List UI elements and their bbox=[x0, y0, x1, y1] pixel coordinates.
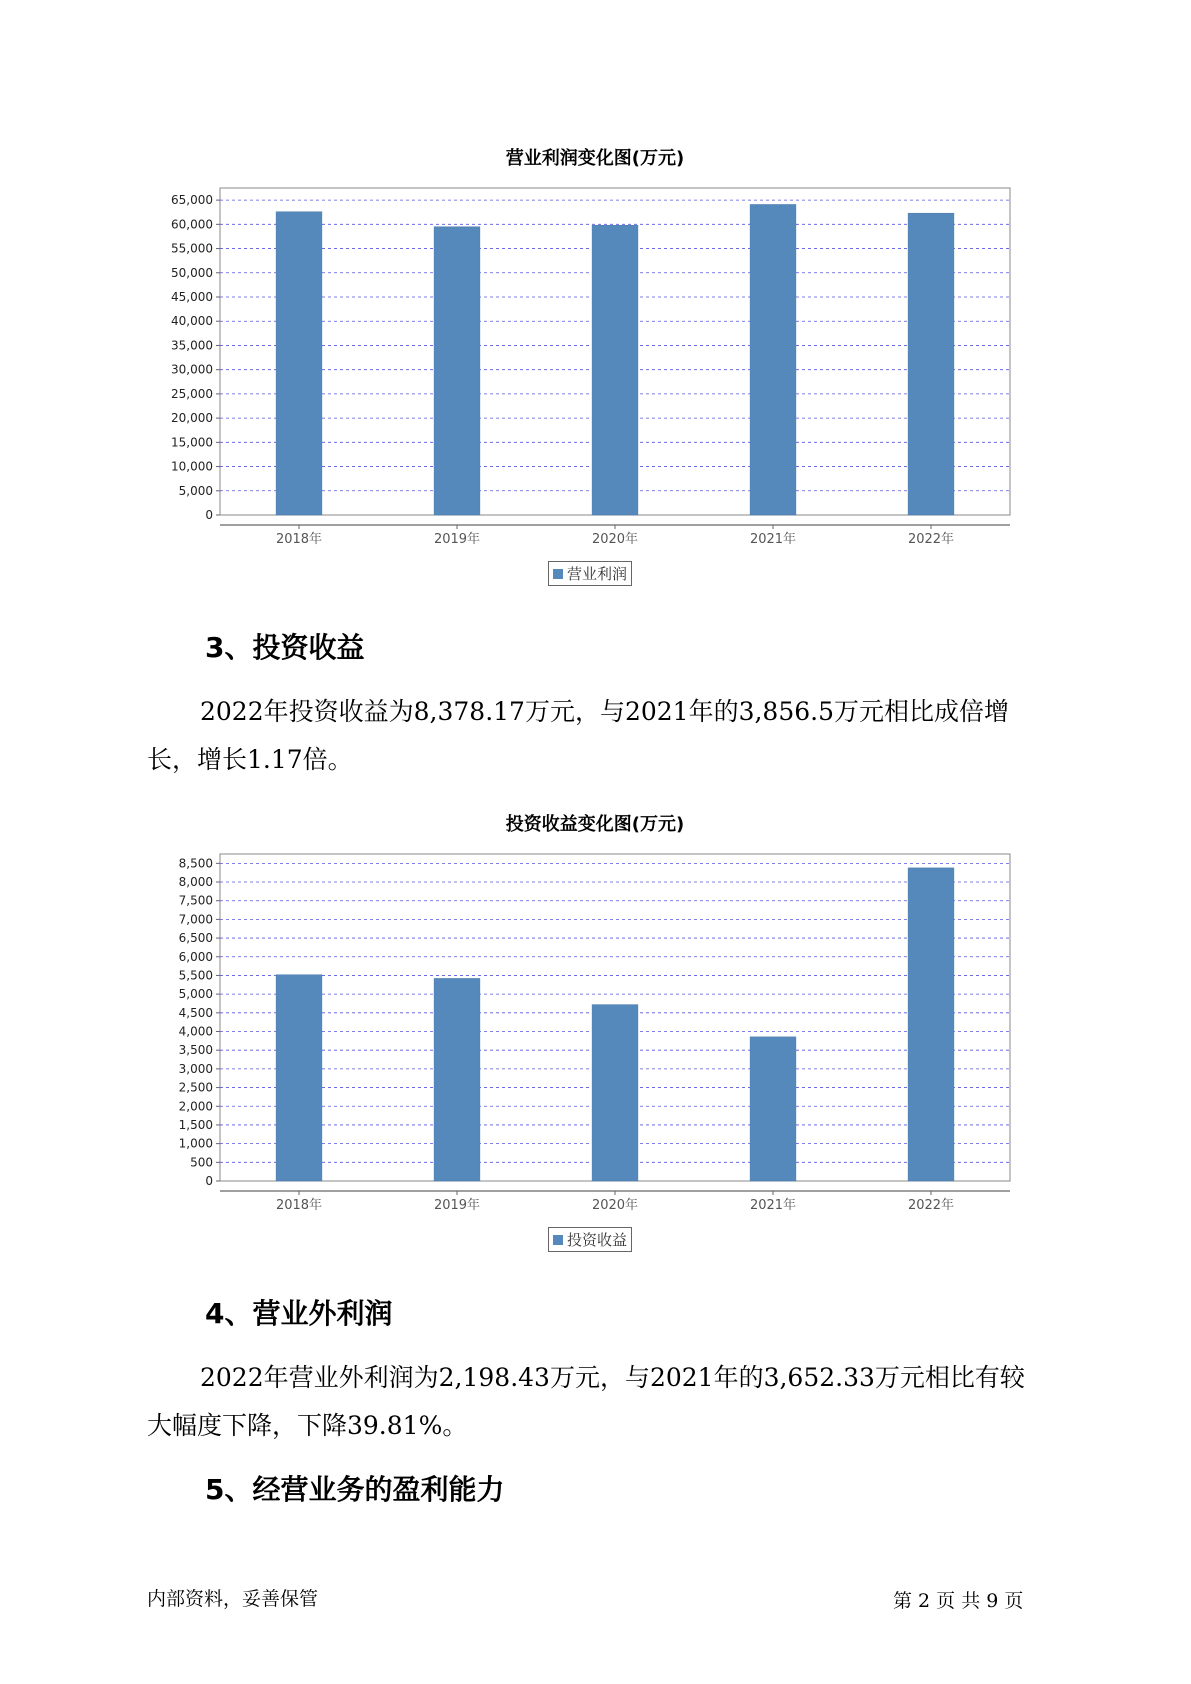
legend-swatch bbox=[553, 1235, 563, 1245]
y-tick-label: 6,000 bbox=[178, 949, 213, 964]
x-tick-label: 2022年 bbox=[907, 1198, 955, 1213]
x-tick-label: 2022年 bbox=[907, 532, 955, 547]
y-tick-label: 3,000 bbox=[178, 1061, 213, 1076]
investment-income-chart bbox=[150, 806, 1040, 1266]
chart-legend bbox=[548, 561, 632, 586]
investment-income-chart-plot bbox=[150, 846, 1040, 1246]
y-tick-label: 3,500 bbox=[178, 1043, 213, 1058]
y-tick-label: 7,000 bbox=[178, 912, 213, 927]
y-tick-label: 1,500 bbox=[178, 1117, 213, 1132]
y-tick-label: 4,000 bbox=[178, 1024, 213, 1039]
y-tick-label: 0 bbox=[205, 508, 213, 522]
paragraph-text: 2022年投资收益为8,378.17万元，与2021年的3,856.5万元相比成倍增长，增长1.17倍。 bbox=[147, 697, 1009, 774]
bar bbox=[592, 1005, 638, 1181]
y-tick-label: 10,000 bbox=[171, 459, 213, 474]
section-3-paragraph bbox=[147, 688, 1047, 784]
y-tick-label: 4,500 bbox=[178, 1005, 213, 1020]
y-tick-label: 500 bbox=[190, 1155, 213, 1170]
footer-confidential-note: 内部资料，妥善保管 bbox=[147, 1588, 319, 1610]
y-tick-label: 25,000 bbox=[171, 386, 213, 401]
y-tick-label: 2,500 bbox=[178, 1080, 213, 1095]
x-tick-label: 2020年 bbox=[591, 1198, 639, 1213]
y-tick-label: 5,500 bbox=[178, 968, 213, 983]
y-tick-label: 20,000 bbox=[171, 411, 213, 426]
bar bbox=[434, 978, 480, 1181]
chart-title: 营业利润变化图(万元) bbox=[505, 148, 685, 169]
section-4-paragraph bbox=[147, 1354, 1047, 1450]
y-tick-label: 5,000 bbox=[178, 483, 213, 498]
paragraph-text: 2022年营业外利润为2,198.43万元，与2021年的3,652.33万元相比有较大幅度下降，下降39.81%。 bbox=[147, 1363, 1025, 1440]
chart-legend bbox=[548, 1227, 632, 1252]
chart-title: 投资收益变化图(万元) bbox=[505, 814, 685, 835]
y-tick-label: 55,000 bbox=[171, 241, 213, 256]
x-tick-label: 2021年 bbox=[749, 1198, 797, 1213]
footer-page-number: 第 2 页 共 9 页 bbox=[893, 1590, 1024, 1612]
bar bbox=[908, 213, 954, 515]
bar bbox=[276, 212, 322, 515]
legend-label: 投资收益 bbox=[567, 1231, 628, 1249]
y-tick-label: 60,000 bbox=[171, 217, 213, 232]
bar bbox=[434, 227, 480, 515]
y-tick-label: 2,000 bbox=[178, 1099, 213, 1114]
y-tick-label: 30,000 bbox=[171, 362, 213, 377]
x-tick-label: 2020年 bbox=[591, 532, 639, 547]
y-tick-label: 35,000 bbox=[171, 338, 213, 353]
legend-swatch bbox=[553, 569, 563, 579]
bar bbox=[750, 204, 796, 515]
bar bbox=[276, 975, 322, 1181]
y-tick-label: 45,000 bbox=[171, 290, 213, 304]
x-tick-label: 2019年 bbox=[433, 532, 481, 547]
y-tick-label: 15,000 bbox=[171, 435, 213, 450]
y-tick-label: 8,500 bbox=[178, 856, 213, 871]
y-tick-label: 0 bbox=[205, 1174, 213, 1188]
y-tick-label: 5,000 bbox=[178, 987, 213, 1002]
x-tick-label: 2021年 bbox=[749, 532, 797, 547]
y-tick-label: 7,500 bbox=[178, 893, 213, 908]
bar bbox=[592, 225, 638, 515]
operating-profit-chart-plot bbox=[150, 180, 1040, 580]
y-tick-label: 65,000 bbox=[171, 193, 213, 208]
legend-label: 营业利润 bbox=[567, 565, 628, 583]
operating-profit-chart bbox=[150, 140, 1040, 600]
x-tick-label: 2018年 bbox=[275, 532, 323, 547]
y-tick-label: 1,000 bbox=[178, 1136, 213, 1151]
bar bbox=[908, 868, 954, 1181]
y-tick-label: 50,000 bbox=[171, 265, 213, 280]
y-tick-label: 6,500 bbox=[178, 931, 213, 946]
bar bbox=[750, 1037, 796, 1181]
section-5-heading: 5、经营业务的盈利能力 bbox=[205, 1473, 505, 1506]
y-tick-label: 8,000 bbox=[178, 875, 213, 890]
section-3-heading: 3、投资收益 bbox=[205, 631, 365, 664]
section-4-heading: 4、营业外利润 bbox=[205, 1297, 393, 1330]
x-tick-label: 2018年 bbox=[275, 1198, 323, 1213]
x-tick-label: 2019年 bbox=[433, 1198, 481, 1213]
y-tick-label: 40,000 bbox=[171, 314, 213, 329]
